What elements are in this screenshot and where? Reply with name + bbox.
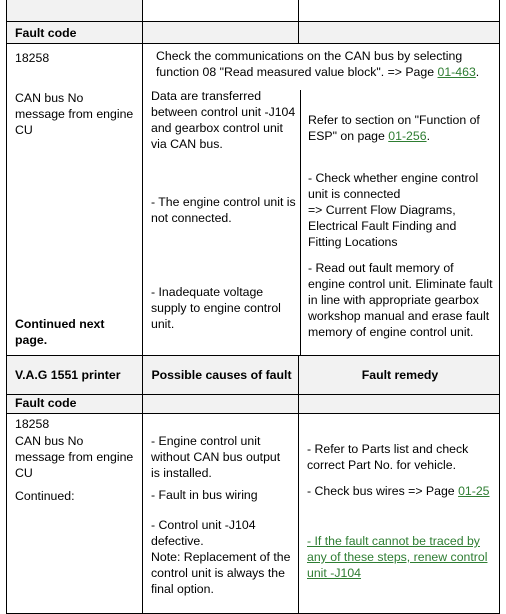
remedy-1: - Refer to Parts list and check correct Part No. for vehicle.	[307, 442, 469, 472]
remedy-3	[307, 533, 493, 581]
page-link-01-25[interactable]: 01-25	[458, 484, 490, 498]
table-cell	[7, 0, 143, 22]
remedy-2: - Check whether engine control unit is connected => Current Flow Diagrams, Electrical Fault Finding and Fitting Locations	[308, 171, 479, 249]
causes-remedy-cell	[143, 44, 500, 358]
cause-2: - Fault in bus wiring	[151, 488, 258, 502]
remedy-2: - Check bus wires => Page 01-25	[307, 484, 490, 498]
fault-name: CAN bus No message from engine CU	[15, 91, 134, 137]
fault-table-continued	[6, 0, 500, 358]
fault-description-cell	[7, 414, 143, 614]
page-link-01-463[interactable]: 01-463	[437, 65, 476, 79]
remedy-3: - Read out fault memory of engine control unit. Eliminate fault in line with appropriate gearbox workshop manual and erase fault memory of engine control unit.	[308, 261, 493, 339]
causes-cell	[143, 414, 299, 614]
table-cell	[143, 395, 299, 414]
top-remedy: Check the communications on the CAN bus by selecting function 08 "Read measured value block". => Page 01-463.	[156, 49, 480, 79]
fault-code-header: Fault code	[7, 22, 143, 44]
remedy-cell	[299, 414, 500, 614]
table-cell	[299, 395, 500, 414]
top-remedy-text: Check the communications on the CAN bus by selecting function 08 "Read measured value block". => Page	[156, 49, 463, 79]
column-divider	[300, 90, 301, 357]
fault-code-header: Fault code	[7, 395, 143, 414]
cause-3: - Control unit -J104 defective.	[151, 518, 256, 548]
table-cell	[143, 22, 299, 44]
table-cell	[143, 0, 299, 22]
remedy-column-header: Fault remedy	[299, 356, 500, 395]
continued-note: Continued:	[15, 489, 75, 503]
cause-2: - The engine control unit is not connected.	[151, 195, 296, 225]
fault-name: CAN bus No message from engine CU	[15, 434, 134, 480]
fault-code-value: 18258	[15, 51, 50, 65]
page-link-01-256[interactable]: 01-256	[388, 129, 427, 143]
renew-control-unit-link[interactable]: - If the fault cannot be traced by any of these steps, renew control unit -J104	[307, 534, 488, 580]
causes-column-header: Possible causes of fault	[143, 356, 299, 395]
fault-description-cell	[7, 44, 143, 358]
printer-column-header: V.A.G 1551 printer	[7, 356, 143, 395]
table-cell	[299, 22, 500, 44]
cause-1: Data are transferred between control unit -J104 and gearbox control unit via CAN bus.	[151, 89, 296, 151]
remedy-1: Refer to section on "Function of ESP" on page 01-256.	[308, 113, 480, 143]
continued-note: Continued next page.	[15, 317, 105, 347]
cause-note: Note: Replacement of the control unit is always the final option.	[151, 550, 291, 596]
cause-3: - Inadequate voltage supply to engine control unit.	[151, 285, 281, 331]
table-cell	[299, 0, 500, 22]
fault-code-value: 18258	[15, 417, 50, 431]
fault-table	[6, 355, 500, 614]
cause-1: - Engine control unit without CAN bus output is installed.	[151, 434, 281, 480]
